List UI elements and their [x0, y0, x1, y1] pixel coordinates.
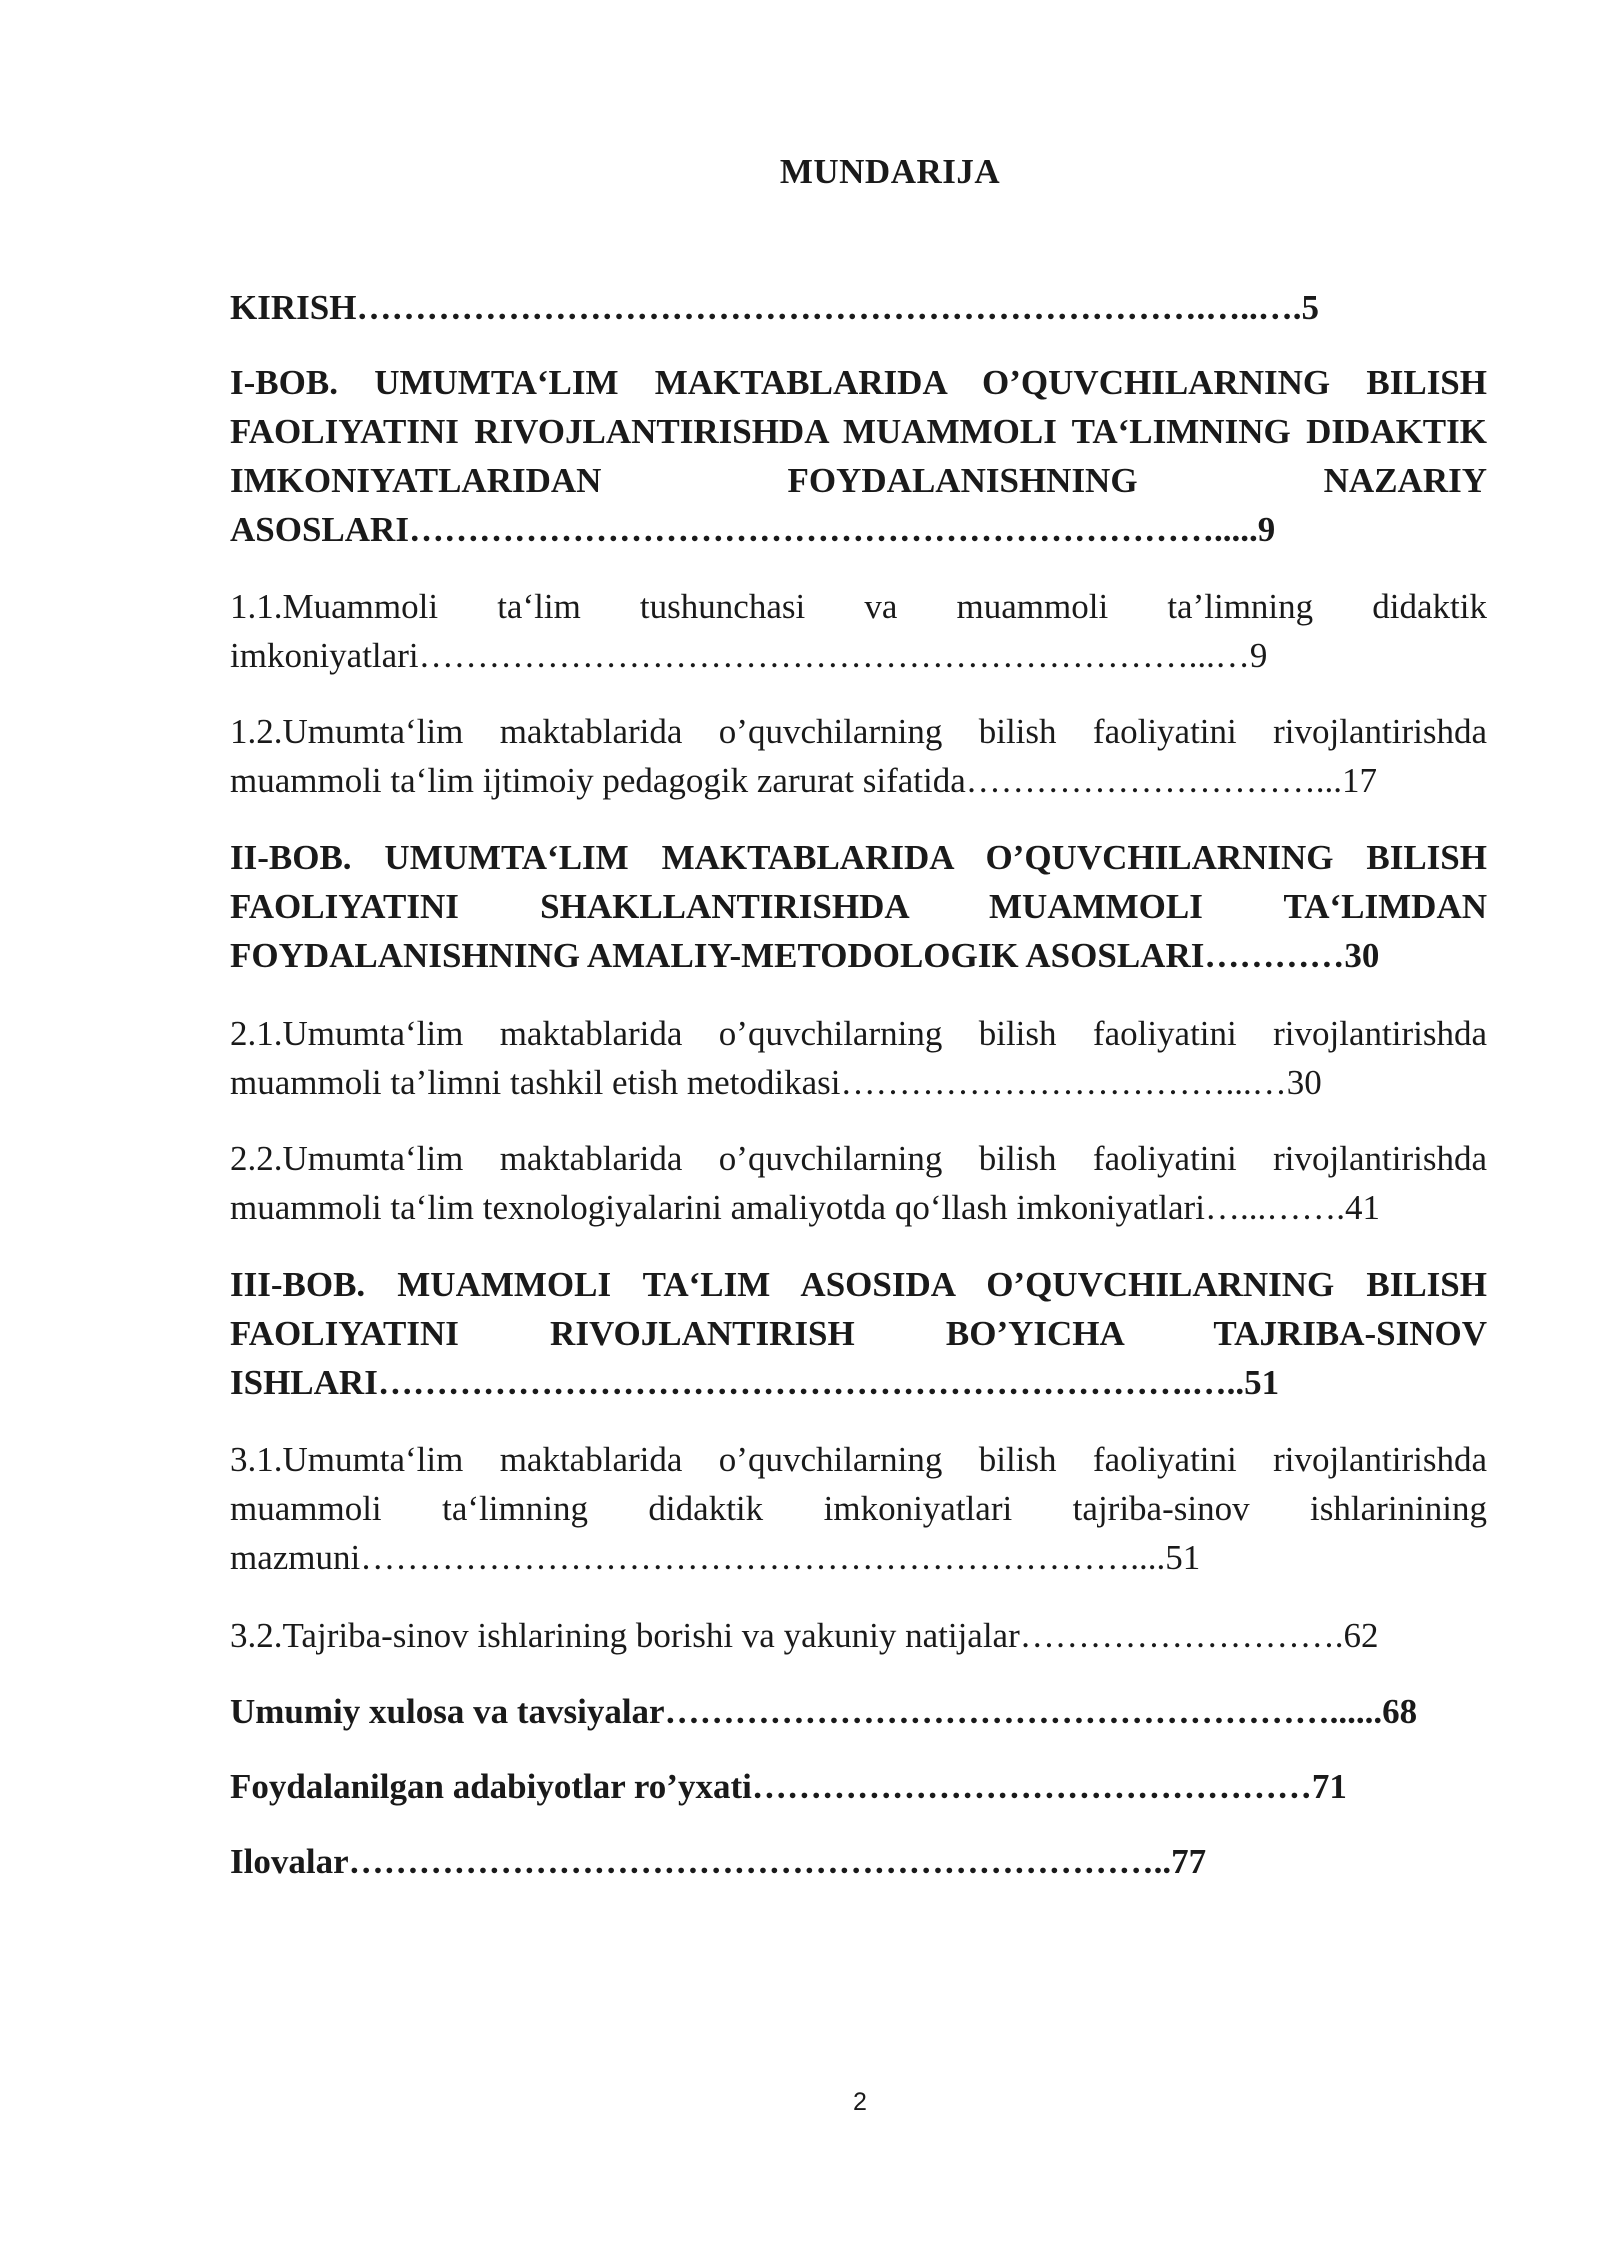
toc-entry-kirish [230, 283, 1487, 332]
toc-leader-dots: ……………………………...… [840, 1063, 1287, 1102]
toc-heading: II-BOB. UMUMTA‘LIM MAKTABLARIDA O’QUVCHILARNING BILISH FAOLIYATINI SHAKLLANTIRISHDA MUAMMOLI TA‘LIMDAN FOYDALANISHNING AMALIY-METODOLOGIK ASOSLARI [230, 838, 1487, 975]
toc-heading: 2.1.Umumta‘lim maktablarida o’quvchilarning bilish faoliyatini rivojlantirishda muammoli ta’limni tashkil etish metodikasi [230, 1014, 1487, 1102]
toc-page-number: 9 [1249, 636, 1268, 675]
toc-leader-dots: ………………………. [1019, 1616, 1344, 1655]
toc-entry-appendices [230, 1837, 1470, 1886]
toc-page-number: 30 [1286, 1063, 1322, 1102]
toc-leader-dots: ………………………………………………………….... [360, 1538, 1166, 1577]
toc-page-number: 51 [1165, 1538, 1201, 1577]
toc-heading: 3.2.Tajriba-sinov ishlarining borishi va yakuniy natijalar [230, 1616, 1020, 1655]
toc-entry-chapter-2 [230, 833, 1487, 980]
toc-leader-dots: …………………………... [965, 761, 1343, 800]
toc-heading: I-BOB. UMUMTA‘LIM MAKTABLARIDA O’QUVCHILARNING BILISH FAOLIYATINI RIVOJLANTIRISHDA MUAMMOLI TA‘LIMNING DIDAKTIK IMKONIYATLARIDAN FOYDALANISHNING NAZARIY ASOSLARI [230, 363, 1487, 549]
toc-leader-dots: ……………………………………………………………….…..…. [356, 288, 1302, 327]
toc-page-number: 68 [1382, 1692, 1418, 1731]
toc-heading: 2.2.Umumta‘lim maktablarida o’quvchilarning bilish faoliyatini rivojlantirishda muammoli ta‘lim texnologiyalarini amaliyotda qo‘llash imkoniyatlari [230, 1139, 1487, 1227]
toc-leader-dots: ………… [1204, 936, 1345, 975]
toc-heading: Ilovalar [230, 1842, 349, 1881]
toc-page-number: 77 [1171, 1842, 1207, 1881]
toc-leader-dots: ……………………………………………………………..... [408, 510, 1258, 549]
toc-entry-conclusion [230, 1687, 1470, 1736]
toc-page-number: 41 [1344, 1188, 1380, 1227]
page-number: 2 [853, 2088, 867, 2116]
toc-entry-section-3-2 [230, 1611, 1487, 1660]
toc-entry-chapter-3 [230, 1260, 1487, 1407]
toc-entry-section-3-1 [230, 1435, 1487, 1582]
toc-page-number: 62 [1343, 1616, 1379, 1655]
toc-leader-dots: …………………………………………………………….. [348, 1842, 1172, 1881]
toc-heading: KIRISH [230, 288, 357, 327]
toc-page-number: 30 [1344, 936, 1380, 975]
toc-page-number: 9 [1257, 510, 1276, 549]
toc-page-number: 51 [1244, 1363, 1280, 1402]
toc-heading: 3.1.Umumta‘lim maktablarida o’quvchilarning bilish faoliyatini rivojlantirishda muammoli ta‘limning didaktik imkoniyatlari tajriba-sinov ishlarinining mazmuni [230, 1440, 1487, 1577]
toc-entry-section-1-1 [230, 582, 1487, 680]
toc-leader-dots: …...……. [1204, 1188, 1345, 1227]
toc-heading: 1.2.Umumta‘lim maktablarida o’quvchilarning bilish faoliyatini rivojlantirishda muammoli ta‘lim ijtimoiy pedagogik zarurat sifatida [230, 712, 1487, 800]
toc-leader-dots: …………………………………………………………….….. [377, 1363, 1245, 1402]
toc-entry-section-2-1 [230, 1009, 1487, 1107]
toc-heading: 1.1.Muammoli ta‘lim tushunchasi va muammoli ta’limning didaktik imkoniyatlari [230, 587, 1487, 675]
toc-entry-bibliography [230, 1762, 1470, 1811]
toc-page-number: 71 [1311, 1767, 1347, 1806]
toc-heading: Foydalanilgan adabiyotlar ro’yxati [230, 1767, 752, 1806]
page-title: MUNDARIJA [779, 152, 1001, 191]
toc-leader-dots: …………………………………………………...... [664, 1692, 1383, 1731]
toc-leader-dots: ………………………………………… [751, 1767, 1312, 1806]
toc-leader-dots: …………………………………………………………...… [418, 636, 1250, 675]
toc-entry-chapter-1 [230, 358, 1487, 554]
toc-entry-section-1-2 [230, 707, 1487, 805]
toc-page-number: 5 [1301, 288, 1319, 327]
toc-page-number: 17 [1342, 761, 1378, 800]
toc-heading: III-BOB. MUAMMOLI TA‘LIM ASOSIDA O’QUVCHILARNING BILISH FAOLIYATINI RIVOJLANTIRISH BO’YICHA TAJRIBA-SINOV ISHLARI [230, 1265, 1487, 1402]
toc-entry-section-2-2 [230, 1134, 1487, 1232]
toc-heading: Umumiy xulosa va tavsiyalar [230, 1692, 665, 1731]
